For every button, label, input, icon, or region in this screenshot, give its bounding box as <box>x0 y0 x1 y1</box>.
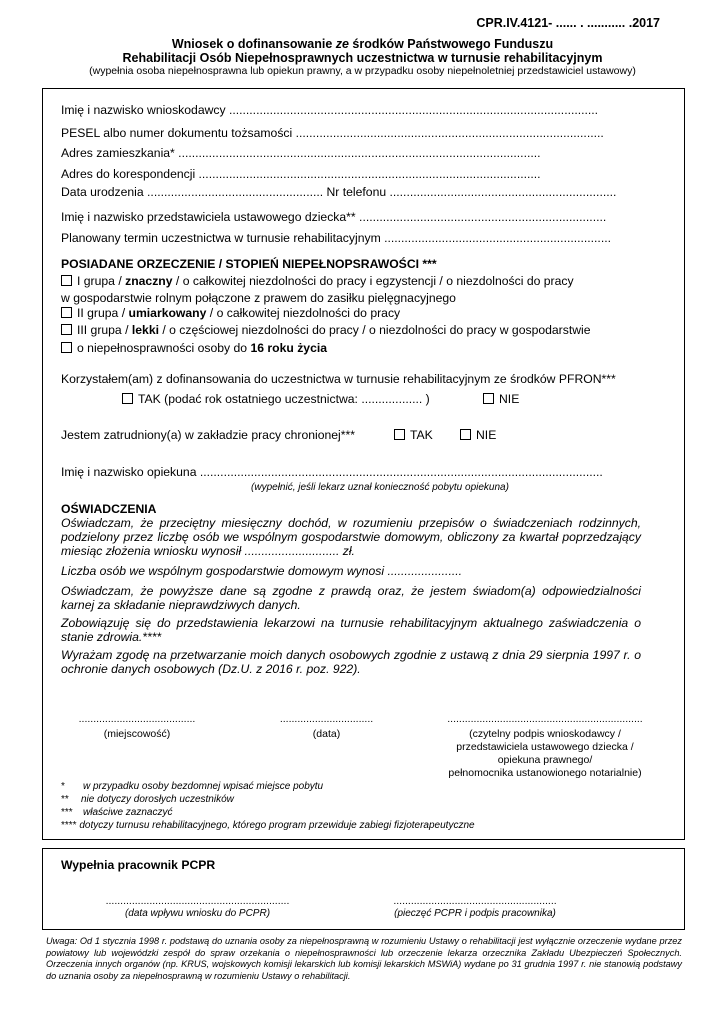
checkbox[interactable] <box>61 275 72 286</box>
disability-option-group-1-continued: w gospodarstwie rolnym połączone z prawem do zasiłku pielęgnacyjnego <box>61 291 456 305</box>
option-text: NIE <box>499 392 520 406</box>
footnote-2 <box>61 794 234 805</box>
footnote-text: właściwe zaznaczyć <box>83 807 173 818</box>
footnote-mark: * <box>61 781 65 792</box>
planned-term-field[interactable]: Planowany termin uczestnictwa w turnusie rehabilitacyjnym ................................................................... <box>61 231 611 245</box>
option-text: / o częściowej niezdolności do pracy / o niezdolności do pracy w gospodarstwie <box>158 323 591 337</box>
form-title-line-2: Rehabilitacji Osób Niepełnosprawnych uczestnictwa w turnusie rehabilitacyjnym <box>122 51 603 65</box>
case-reference-number: CPR.IV.4121- ...... . ........... .2017 <box>476 16 660 30</box>
option-text-bold: znaczny <box>125 274 173 288</box>
pesel-field[interactable]: PESEL albo numer dokumentu tożsamości ........................................................................................... <box>61 126 604 140</box>
signature-label-2: przedstawiciela ustawowego dziecka / <box>456 741 634 753</box>
footnote-mark: ** <box>61 794 69 805</box>
signature-label-4: pełnomocnika ustanowionego notarialnie) <box>448 767 642 779</box>
pcpr-heading: Wypełnia pracownik PCPR <box>61 858 216 872</box>
signature-label-3: opiekuna prawnego/ <box>497 754 593 766</box>
pfron-no-option[interactable] <box>483 392 519 406</box>
form-subtitle: (wypełnia osoba niepełnosprawna lub opiekun prawny, a w przypadku osoby niepełnoletniej przedstawiciel ustawowy) <box>89 65 636 77</box>
pcpr-stamp-dots[interactable]: ........................................................ <box>393 895 557 907</box>
signature-dots[interactable]: ................................................................... <box>447 713 643 725</box>
title-part-italic: ze <box>335 37 349 51</box>
date-label: (data) <box>312 728 341 740</box>
option-text: TAK <box>410 428 433 442</box>
footnote-mark: *** <box>61 807 73 818</box>
sheltered-yes-option[interactable] <box>394 428 433 442</box>
footnote-mark: **** <box>61 820 77 831</box>
footnote-text: nie dotyczy dorosłych uczestników <box>81 794 234 805</box>
legal-warning-note: Uwaga: Od 1 stycznia 1998 r. podstawą do uznania osoby za niepełnosprawną w rozumieniu Ustawy o rehabilitacji jest wyłącznie orzeczenie wydane przez powiatowy lub wojewódzki zespół do spraw orzekania o niepełnosprawności lub orzeczenie lekarza orzecznika Zakładu Ubezpieczeń Społecznych. Orzeczenia innych organów (np. KRUS, wojskowych komisji lekarskich lub komisji lekarskich MSWiA) wydane po 31 grudnia 1997 r. nie stanowią podstawy do uznania osoby za niepełnosprawną w rozumieniu Ustawy o rehabilitacji. <box>46 936 682 981</box>
pfron-question: Korzystałem(am) z dofinansowania do uczestnictwa w turnusie rehabilitacyjnym ze środków PFRON*** <box>61 372 616 386</box>
option-text: I grupa / <box>77 274 126 288</box>
option-text: NIE <box>476 428 497 442</box>
option-text: TAK (podać rok ostatniego uczestnictwa: .................. ) <box>138 392 430 406</box>
disability-option-under-16[interactable] <box>61 341 327 355</box>
option-text: / o całkowitej niezdolności do pracy <box>206 306 401 320</box>
data-consent-statement: Wyrażam zgodę na przetwarzanie moich danych osobowych zgodnie z ustawą z dnia 29 sierpnia 1997 r. o ochronie danych osobowych (Dz.U. z 2016 r. poz. 922). <box>61 648 641 676</box>
pcpr-stamp-label: (pieczęć PCPR i podpis pracownika) <box>394 908 556 919</box>
option-text: III grupa / <box>77 323 132 337</box>
option-text: o niepełnosprawności osoby do <box>77 341 251 355</box>
checkbox[interactable] <box>61 342 72 353</box>
footnote-3 <box>61 807 173 818</box>
household-size-statement: Liczba osób we wspólnym gospodarstwie domowym wynosi ...................... <box>61 564 462 578</box>
pcpr-date-dots[interactable]: ............................................................... <box>105 895 290 907</box>
date-dots[interactable]: ................................ <box>279 713 374 725</box>
truthfulness-statement: Oświadczam, że powyższe dane są zgodne z prawdą oraz, że jestem świadom(a) odpowiedzialności karnej za składanie nieprawdziwych danych. <box>61 584 641 612</box>
sheltered-employment-question: Jestem zatrudniony(a) w zakładzie pracy chronionej*** <box>61 428 355 442</box>
disability-option-group-2[interactable] <box>61 306 400 320</box>
option-text-bold: umiarkowany <box>128 306 207 320</box>
address-field[interactable]: Adres zamieszkania* ........................................................................................................... <box>61 146 541 160</box>
applicant-name-field[interactable]: Imię i nazwisko wnioskodawcy ............................................................................................................. <box>61 103 599 117</box>
checkbox[interactable] <box>394 429 405 440</box>
option-text-bold: 16 roku życia <box>250 341 328 355</box>
statements-heading: OŚWIADCZENIA <box>61 502 157 516</box>
place-dots[interactable]: ........................................ <box>78 713 196 725</box>
option-text: / o całkowitej niezdolności do pracy i egzystencji / o niezdolności do pracy <box>172 274 574 288</box>
guardian-note: (wypełnić, jeśli lekarz uznał konieczność pobytu opiekuna) <box>251 482 509 493</box>
disability-option-group-3[interactable] <box>61 323 591 337</box>
checkbox[interactable] <box>460 429 471 440</box>
pfron-yes-option[interactable] <box>122 392 430 406</box>
footnote-text: dotyczy turnusu rehabilitacyjnego, którego program przewiduje zabiegi fizjoterapeutyczne <box>79 820 475 831</box>
guardian-name-field[interactable]: Imię i nazwisko opiekuna ....................................................................................................................... <box>61 465 603 479</box>
option-text-bold: lekki <box>131 323 159 337</box>
disability-option-group-1[interactable] <box>61 274 574 288</box>
correspondence-address-field[interactable]: Adres do korespondencji ..................................................................................................... <box>61 167 541 181</box>
option-text: II grupa / <box>77 306 129 320</box>
pcpr-date-label: (data wpływu wniosku do PCPR) <box>124 908 271 919</box>
footnote-4 <box>61 820 475 831</box>
signature-label-1: (czytelny podpis wnioskodawcy / <box>469 728 621 740</box>
health-certificate-statement: Zobowiązuję się do przedstawienia lekarzowi na turnusie rehabilitacyjnym aktualnego zaświadczenia o stanie zdrowia.**** <box>61 616 641 644</box>
income-statement: Oświadczam, że przeciętny miesięczny dochód, w rozumieniu przepisów o świadczeniach rodzinnych, podzielony przez liczbę osób we wspólnym gospodarstwie domowym, obliczony za kwartał poprzedzający miesiąc złożenia wniosku wynosił ............................ zł. <box>61 516 641 558</box>
checkbox[interactable] <box>61 324 72 335</box>
sheltered-no-option[interactable] <box>460 428 496 442</box>
title-part: środków Państwowego Funduszu <box>348 37 554 51</box>
place-label: (miejscowość) <box>103 728 171 740</box>
disability-heading: POSIADANE ORZECZENIE / STOPIEŃ NIEPEŁNOPSRAWOŚCI *** <box>61 257 437 271</box>
title-part: Wniosek o dofinansowanie <box>171 37 336 51</box>
footnote-text: w przypadku osoby bezdomnej wpisać miejsce pobytu <box>83 781 324 792</box>
footnote-1 <box>61 781 324 792</box>
checkbox[interactable] <box>483 393 494 404</box>
birthdate-phone-field[interactable]: Data urodzenia .................................................... Nr telefonu ................................................................... <box>61 185 617 199</box>
checkbox[interactable] <box>61 307 72 318</box>
checkbox[interactable] <box>122 393 133 404</box>
form-title-line-1 <box>0 37 725 51</box>
representative-name-field[interactable]: Imię i nazwisko przedstawiciela ustawowego dziecka** ......................................................................... <box>61 210 607 224</box>
